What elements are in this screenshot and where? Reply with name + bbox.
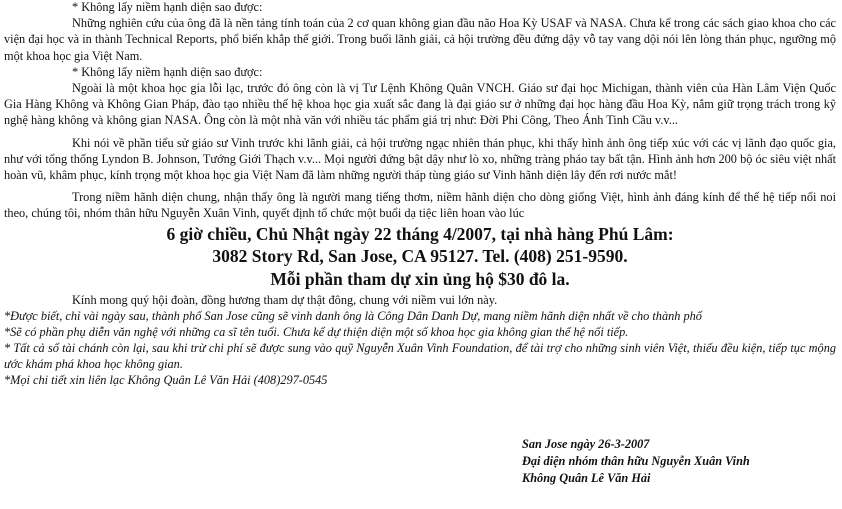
note-honorary-citizen: *Được biết, chỉ vài ngày sau, thành phố San Jose cũng sẽ vinh danh ông là Công Dân Danh Dự, mang niềm hãnh diện nhất về cho thành phố (4, 309, 702, 324)
signature-name: Không Quân Lê Văn Hải (522, 471, 651, 485)
note-entertainment: *Sẽ có phần phụ diễn văn nghệ với những ca sĩ tên tuổi. Chưa kể dự thiện diện một số khoa học gia không gian thế hệ nối tiếp. (4, 325, 629, 340)
signature-date: San Jose ngày 26-3-2007 (522, 437, 650, 451)
paragraph-1: Những nghiên cứu của ông đã là nền tảng tính toán của 2 cơ quan không gian đầu não Hoa Kỳ USAF và NASA. Chưa kể trong các sách giao khoa cho các viện đại học và in thành Technical Reports, phổ biến khắp thế giới. Trong buổi lãnh giải, cả hội trường đều đứng dậy vỗ tay vang dội nói lên lòng thán phục, ngưỡng mộ một khoa học gia Việt Nam. (4, 16, 836, 63)
signature-block (522, 436, 832, 487)
note-contact: *Mọi chi tiết xin liên lạc Không Quân Lê Văn Hải (408)297-0545 (4, 372, 328, 387)
document-body (4, 0, 836, 388)
signature-representative: Đại diện nhóm thân hữu Nguyễn Xuân Vinh (522, 454, 750, 468)
paragraph-2: Ngoài là một khoa học gia lỗi lạc, trước đó ông còn là vị Tư Lệnh Không Quân VNCH. Giáo sư đại học Michigan, thành viên của Hàn Lâm Viện Quốc Gia Hàng Không và Không Gian Pháp, đào tạo nhiều thế hệ khoa học gia xuất sắc đang là đại giáo sư ở những đại học hàng đầu Hoa Kỳ, nắm giữ trọng trách trong kỹ nghệ hàng không và không gian NASA. Ông còn là một nhà văn với nhiều tác phẩm giá trị như: Đời Phi Công, Theo Ánh Tinh Cầu v.v... (4, 81, 836, 128)
paragraph-4: Trong niềm hãnh diện chung, nhận thấy ông là người mang tiếng thơm, niềm hãnh diện cho dòng giống Việt, hình ảnh đáng kính để thế hệ tiếp nối noi theo, chúng tôi, nhóm thân hữu Nguyễn Xuân Vinh, quyết định tổ chức một buổi dạ tiệc liên hoan vào lúc (4, 190, 836, 221)
paragraph-2-heading: * Không lấy niềm hạnh diện sao được: (72, 64, 263, 79)
paragraph-1-heading: * Không lấy niềm hạnh diện sao được: (72, 0, 263, 14)
event-datetime-venue: 6 giờ chiều, Chủ Nhật ngày 22 tháng 4/2007, tại nhà hàng Phú Lâm: (166, 223, 674, 244)
event-address: 3082 Story Rd, San Jose, CA 95127. Tel. (408) 251-9590. (212, 246, 628, 267)
paragraph-3: Khi nói về phần tiểu sử giáo sư Vinh trước khi lãnh giải, cả hội trường ngạc nhiên thán phục, khi thấy hình ảnh ông tiếp xúc với các vị lãnh đạo quốc gia, như với tổng thống Lyndon B. Johnson, Tướng Giới Thạch v.v... Mọi người đứng bật dậy như lò xo, những tràng pháo tay bất tận. Hình ảnh hơn 200 bộ óc siêu việt nhất hoàn vũ, khâm phục, kính trọng một khoa học gia Việt Nam đã làm những người tháp tùng giáo sư Vinh hãnh diện lây đến rơi nước mắt! (4, 135, 836, 183)
invitation-text: Kính mong quý hội đoàn, đồng hương tham dự thật đông, chung với niềm vui lớn này. (72, 293, 498, 308)
note-foundation: * Tất cả số tài chánh còn lại, sau khi trừ chi phí sẽ được sung vào quỹ Nguyễn Xuân Vinh Foundation, để tài trợ cho những sinh viên Việt, thiếu đều kiện, tiếp tục mộng ước khám phá khoa học không gian. (4, 340, 836, 371)
event-fee: Mỗi phần tham dự xin ủng hộ $30 đô la. (270, 268, 570, 289)
